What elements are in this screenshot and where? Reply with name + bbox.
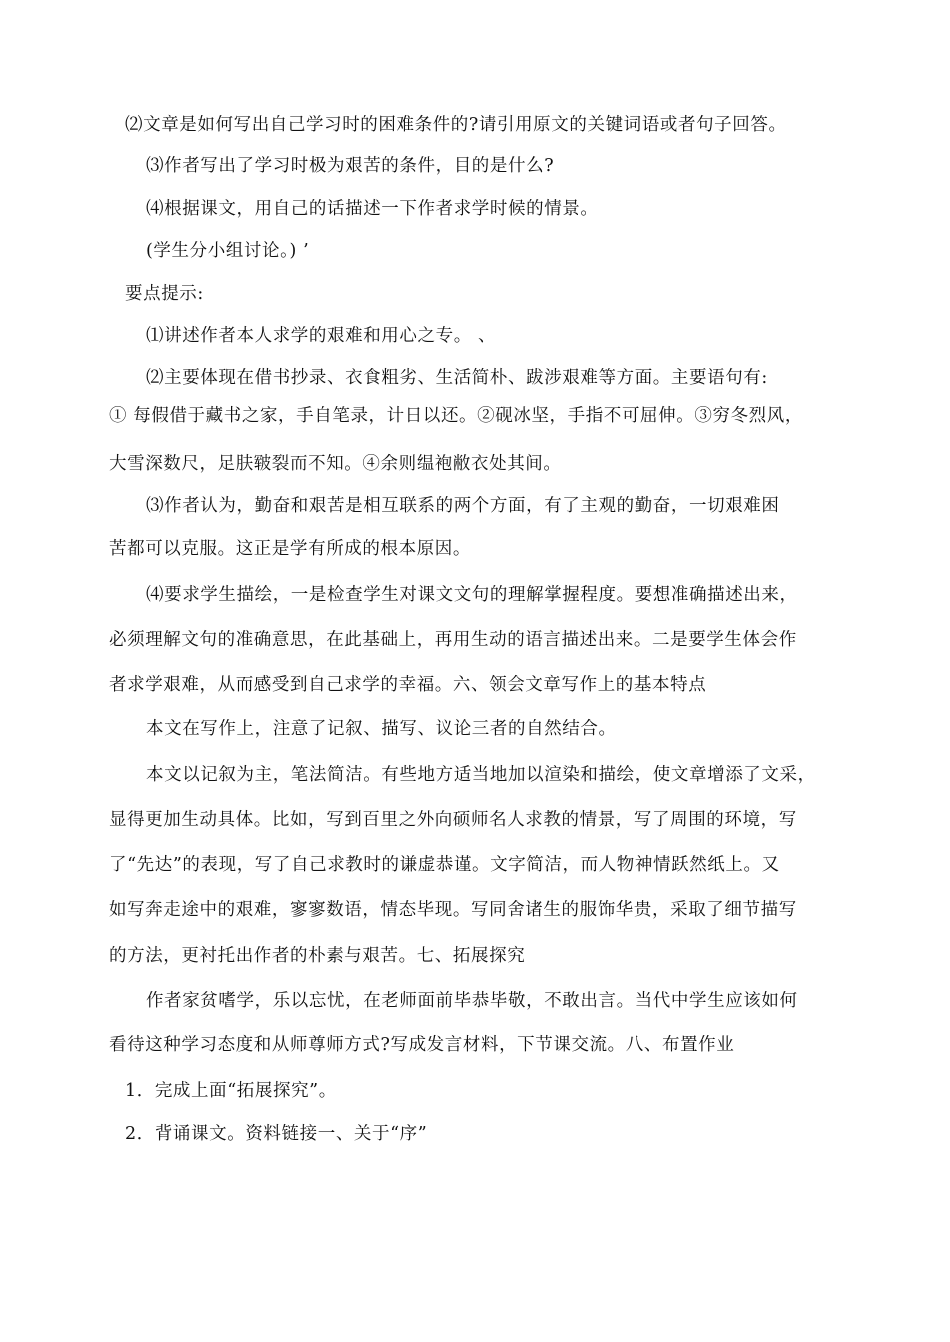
answer-4-line-1: ⑷要求学生描绘，一是检查学生对课文文句的理解掌握程度。要想准确描述出来， — [146, 585, 798, 605]
writing-features-line-4: 如写奔走途中的艰难，寥寥数语，情态毕现。写同舍诸生的服饰华贵，采取了细节描写 — [109, 900, 797, 920]
answer-3-line-1: ⑶作者认为，勤奋和艰苦是相互联系的两个方面，有了主观的勤奋，一切艰难困 — [146, 496, 780, 516]
answer-4-line-3: 者求学艰难，从而感受到自己求学的幸福。六、领会文章写作上的基本特点 — [109, 675, 707, 695]
homework-item-2: 2．背诵课文。资料链接一、关于“序” — [125, 1124, 428, 1144]
homework-item-1: 1．完成上面“拓展探究”。 — [125, 1081, 337, 1101]
writing-features-summary: 本文在写作上，注意了记叙、描写、议论三者的自然结合。 — [146, 719, 617, 739]
writing-features-line-5: 的方法，更衬托出作者的朴素与艰苦。七、拓展探究 — [109, 946, 526, 966]
extension-line-1: 作者家贫嗜学，乐以忘忧，在老师面前毕恭毕敬，不敢出言。当代中学生应该如何 — [146, 991, 798, 1011]
question-4: ⑷根据课文，用自己的话描述一下作者求学时候的情景。 — [146, 199, 599, 219]
answer-1: ⑴讲述作者本人求学的艰难和用心之专。 、 — [146, 326, 497, 346]
question-3: ⑶作者写出了学习时极为艰苦的条件，目的是什么? — [146, 156, 555, 176]
discussion-note: (学生分小组讨论。) ’ — [146, 241, 310, 261]
answer-4-line-2: 必须理解文句的准确意思，在此基础上，再用生动的语言描述出来。二是要学生体会作 — [109, 630, 797, 650]
answer-3-line-2: 苦都可以克服。这正是学有所成的根本原因。 — [109, 539, 471, 559]
extension-line-2: 看待这种学习态度和从师尊师方式?写成发言材料，下节课交流。八、布置作业 — [109, 1035, 735, 1055]
writing-features-line-3: 了“先达”的表现，写了自己求教时的谦虚恭谨。文字简洁，而人物神情跃然纸上。又 — [109, 855, 780, 875]
writing-features-line-2: 显得更加生动具体。比如，写到百里之外向硕师名人求教的情景，写了周围的环境，写 — [109, 810, 797, 830]
writing-features-line-1: 本文以记叙为主，笔法简洁。有些地方适当地加以渲染和描绘，使文章增添了文采， — [146, 765, 816, 785]
answer-2-line-1: ⑵主要体现在借书抄录、衣食粗劣、生活简朴、跋涉艰难等方面。主要语句有: — [146, 368, 768, 388]
answer-2-line-2: ① 每假借于藏书之家，手自笔录，计日以还。②砚冰坚，手指不可屈伸。③穷冬烈风， — [109, 406, 803, 426]
key-points-heading: 要点提示: — [125, 284, 204, 304]
question-2: ⑵文章是如何写出自己学习时的困难条件的?请引用原文的关键词语或者句子回答。 — [125, 115, 787, 135]
answer-2-line-3: 大雪深数尺，足肤皲裂而不知。④余则缊袍敝衣处其间。 — [109, 454, 562, 474]
